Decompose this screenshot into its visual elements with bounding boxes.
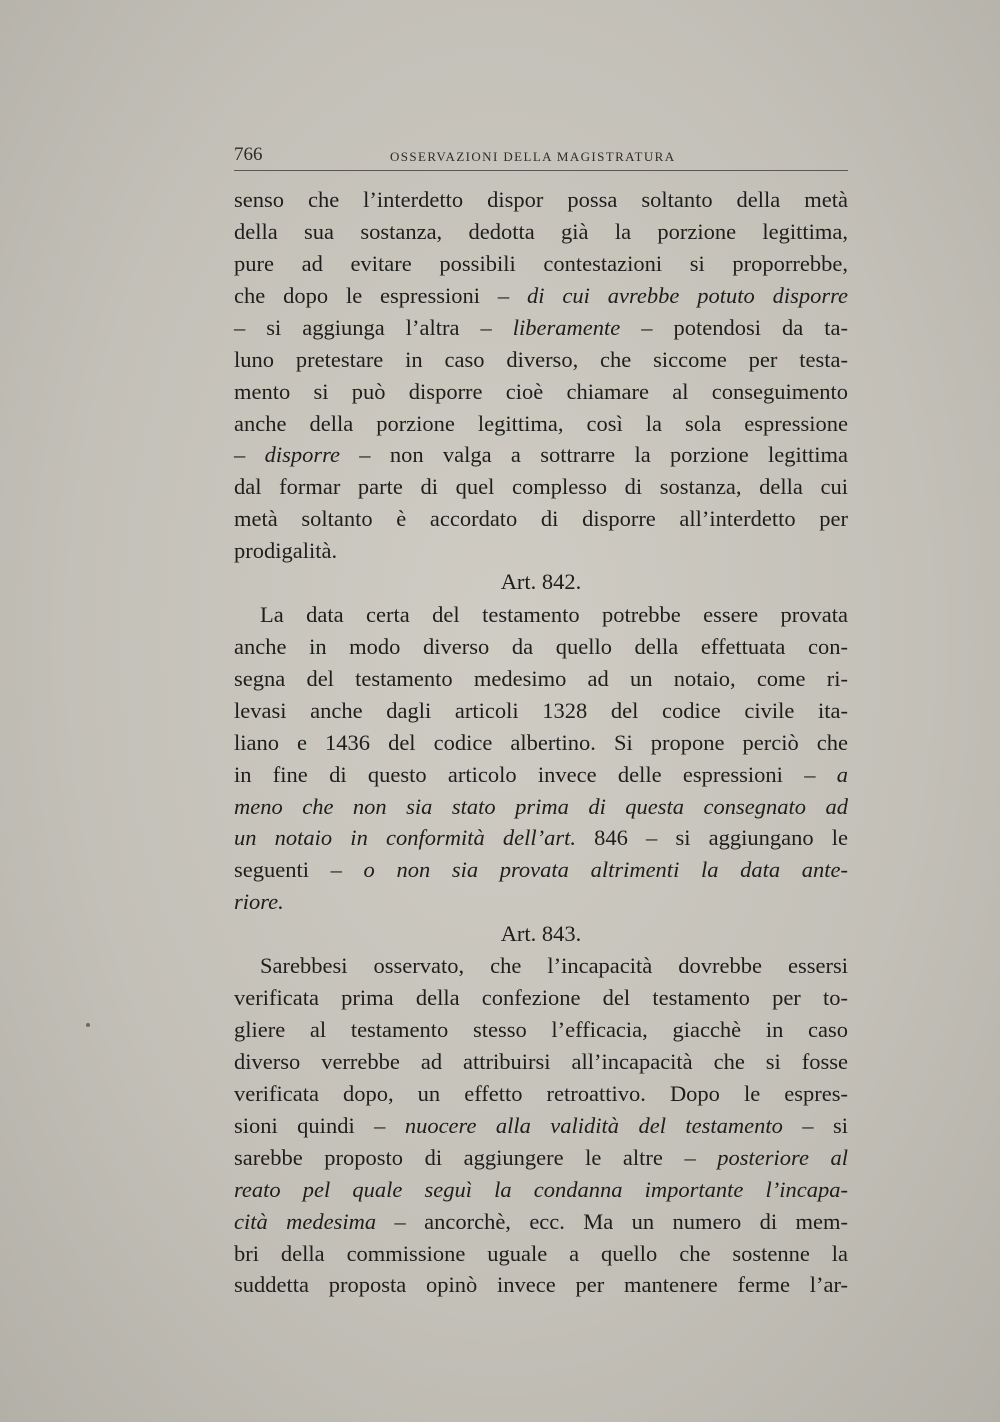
- text-line: [234, 1142, 848, 1174]
- text-line: [234, 854, 848, 886]
- text-line: [234, 280, 848, 312]
- italic-text: nuocere alla validità del testamento: [404, 1113, 783, 1138]
- text-segment: gliere al testamento stesso l’efficacia, giacchè in caso: [234, 1017, 848, 1042]
- text-line: [234, 535, 848, 567]
- text-segment: della sua sostanza, dedotta già la porzione legittima,: [234, 219, 848, 244]
- text-segment: – non valga a sottrarre la porzione legittima: [339, 442, 849, 467]
- text-line: [234, 791, 848, 823]
- text-segment: – potendosi da ta-: [620, 315, 848, 340]
- text-line: [234, 1174, 848, 1206]
- text-line: [234, 663, 848, 695]
- text-line: [234, 184, 848, 216]
- text-line: [234, 1014, 848, 1046]
- text-segment: anche della porzione legittima, così la sola espressione: [234, 411, 848, 436]
- italic-text: meno che non sia stato prima di questa consegnato ad: [234, 794, 848, 819]
- text-segment: – si: [782, 1113, 848, 1138]
- text-line: [234, 886, 848, 918]
- text-segment: senso che l’interdetto dispor possa soltanto della metà: [234, 187, 848, 212]
- text-line: [234, 376, 848, 408]
- text-segment: mento si può disporre cioè chiamare al conseguimento: [234, 379, 848, 404]
- text-segment: suddetta proposta opinò invece per mantenere ferme l’ar-: [234, 1272, 848, 1297]
- text-segment: Art. 842.: [500, 569, 582, 594]
- text-segment: 846 – si aggiungano le: [575, 825, 848, 850]
- page-header: [234, 144, 848, 171]
- text-segment: segna del testamento medesimo ad un notaio, come ri-: [234, 666, 848, 691]
- paper-speck: [86, 1023, 90, 1027]
- text-segment: levasi anche dagli articoli 1328 del codice civile ita-: [234, 698, 848, 723]
- text-segment: che dopo le espressioni –: [234, 283, 528, 308]
- text-line: [234, 822, 848, 854]
- text-line: [234, 216, 848, 248]
- italic-text: un notaio in conformità dell’art.: [234, 825, 576, 850]
- text-segment: – si aggiunga l’altra –: [234, 315, 513, 340]
- text-line: [234, 727, 848, 759]
- text-line: [234, 1078, 848, 1110]
- text-line: [234, 471, 848, 503]
- text-segment: prodigalità.: [234, 538, 338, 563]
- running-head: OSSERVAZIONI DELLA MAGISTRATURA: [390, 149, 676, 164]
- text-segment: sioni quindi –: [234, 1113, 405, 1138]
- text-segment: verificata dopo, un effetto retroattivo. Dopo le espres-: [234, 1081, 848, 1106]
- article-heading: [234, 918, 848, 950]
- text-line: [260, 599, 848, 631]
- text-segment: anche in modo diverso da quello della effettuata con-: [234, 634, 848, 659]
- text-segment: sarebbe proposto di aggiungere le altre –: [234, 1145, 718, 1170]
- text-line: [234, 1269, 848, 1301]
- text-line: [234, 1206, 848, 1238]
- text-line: [234, 1110, 848, 1142]
- italic-text: reato pel quale seguì la condanna importante l’incapa-: [234, 1177, 848, 1202]
- italic-text: liberamente: [512, 315, 621, 340]
- text-segment: bri della commissione uguale a quello che sostenne la: [234, 1241, 848, 1266]
- text-line: [234, 1238, 848, 1270]
- italic-text: di cui avrebbe potuto disporre: [527, 283, 849, 308]
- italic-text: a: [836, 762, 848, 787]
- italic-text: o non sia provata altrimenti la data ante-: [363, 857, 849, 882]
- text-segment: seguenti –: [234, 857, 364, 882]
- text-segment: verificata prima della confezione del testamento per to-: [234, 985, 848, 1010]
- text-segment: –: [234, 442, 265, 467]
- text-line: [234, 312, 848, 344]
- text-segment: diverso verrebbe ad attribuirsi all’incapacità che si fosse: [234, 1049, 848, 1074]
- text-line: [234, 439, 848, 471]
- text-segment: dal formar parte di quel complesso di sostanza, della cui: [234, 474, 848, 499]
- text-line: [234, 248, 848, 280]
- text-segment: metà soltanto è accordato di disporre all’interdetto per: [234, 506, 848, 531]
- text-line: [234, 759, 848, 791]
- text-line: [260, 950, 848, 982]
- text-line: [234, 631, 848, 663]
- text-line: [234, 344, 848, 376]
- italic-text: disporre: [264, 442, 340, 467]
- text-segment: luno pretestare in caso diverso, che siccome per testa-: [234, 347, 848, 372]
- text-line: [234, 503, 848, 535]
- text-segment: Art. 843.: [500, 921, 582, 946]
- text-segment: liano e 1436 del codice albertino. Si propone perciò che: [234, 730, 848, 755]
- text-segment: pure ad evitare possibili contestazioni si proporrebbe,: [234, 251, 848, 276]
- text-segment: – ancorchè, ecc. Ma un numero di mem-: [376, 1209, 849, 1234]
- page-number: 766: [234, 144, 263, 165]
- text-segment: La data certa del testamento potrebbe essere provata: [260, 602, 848, 627]
- text-line: [234, 695, 848, 727]
- italic-text: posteriore al: [717, 1145, 848, 1170]
- text-segment: in fine di questo articolo invece delle espressioni –: [234, 762, 837, 787]
- text-line: [234, 1046, 848, 1078]
- italic-text: cità medesima: [234, 1209, 377, 1234]
- italic-text: riore.: [234, 889, 284, 914]
- text-line: [234, 408, 848, 440]
- text-segment: Sarebbesi osservato, che l’incapacità dovrebbe essersi: [260, 953, 848, 978]
- article-heading: [234, 566, 848, 598]
- text-line: [234, 982, 848, 1014]
